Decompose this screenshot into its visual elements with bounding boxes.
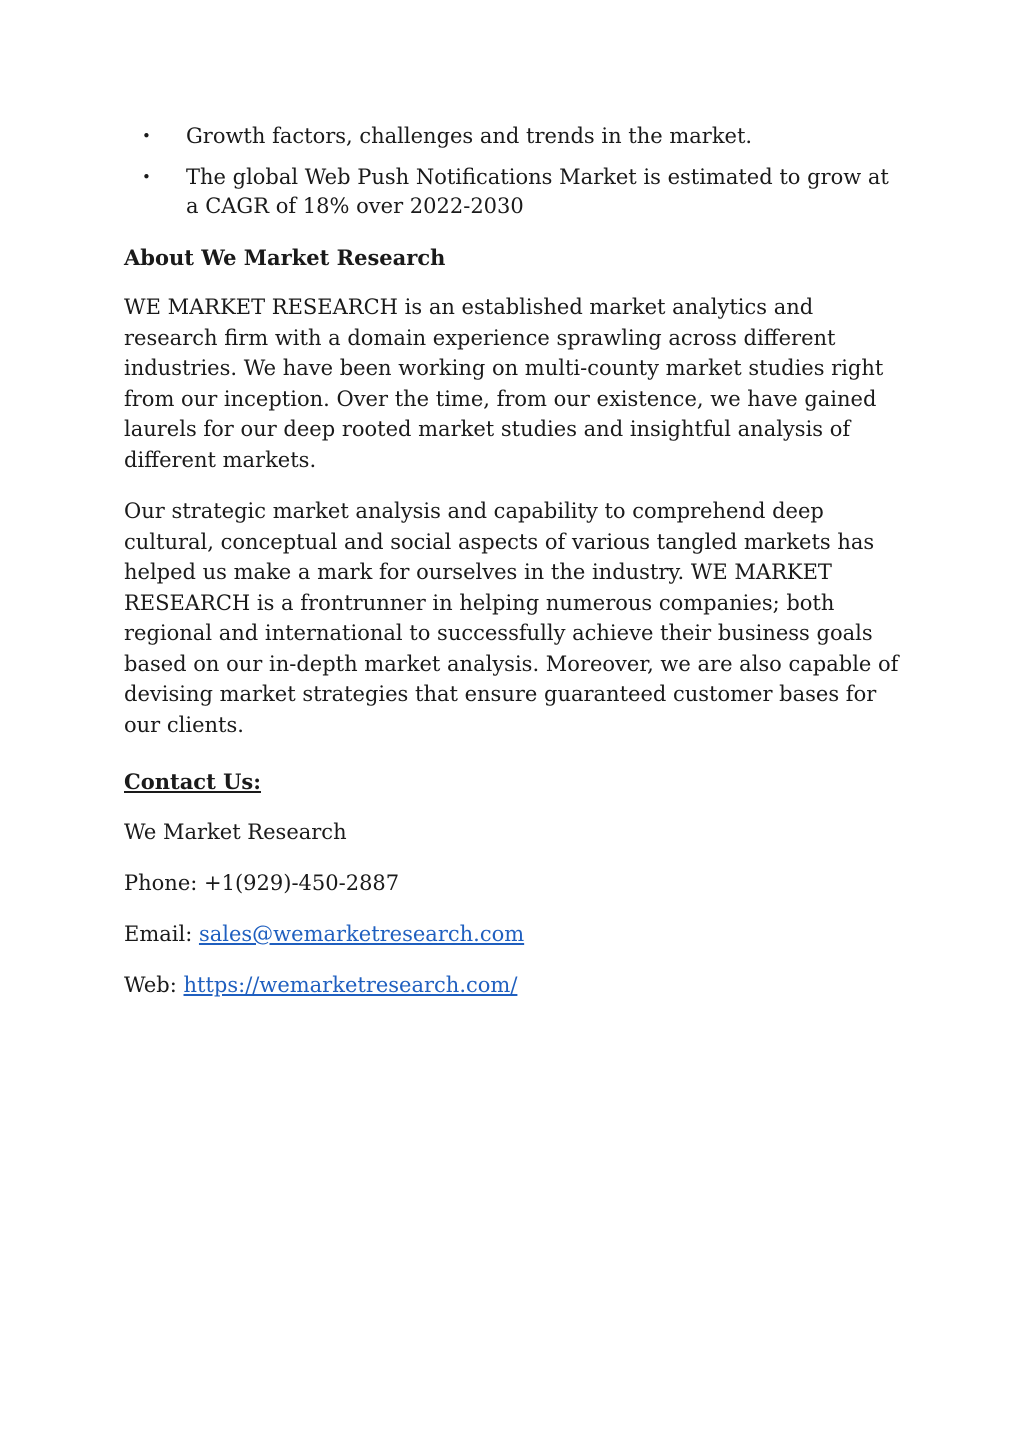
- contact-heading: Contact Us:: [124, 769, 261, 794]
- contact-phone-line: [124, 869, 904, 898]
- website-link[interactable]: https://wemarketresearch.com/: [183, 973, 518, 997]
- bullet-marker: •: [142, 127, 151, 145]
- list-item-text: The global Web Push Notifications Market is estimated to grow at a CAGR of 18% over 2022-2030: [186, 165, 889, 218]
- phone-label: Phone:: [124, 871, 205, 895]
- contact-web-line: [124, 971, 904, 1000]
- list-item: [124, 122, 904, 151]
- about-paragraph-1: WE MARKET RESEARCH is an established market analytics and research firm with a domain experience sprawling across different industries. We have been working on multi-county market studies right from our inception. Over the time, from our existence, we have gained laurels for our deep rooted market studies and insightful analysis of different markets.: [124, 295, 884, 472]
- bullet-list: [124, 122, 904, 221]
- phone-number: +1(929)-450-2887: [204, 871, 400, 895]
- document-page: [124, 122, 904, 1022]
- list-item-text: Growth factors, challenges and trends in the market.: [186, 124, 753, 148]
- contact-company: We Market Research: [124, 820, 347, 844]
- bullet-marker: •: [142, 168, 151, 186]
- list-item: [124, 163, 904, 221]
- about-heading: About We Market Research: [124, 245, 446, 270]
- email-label: Email:: [124, 922, 199, 946]
- email-link[interactable]: sales@wemarketresearch.com: [198, 922, 525, 946]
- about-paragraph-2: Our strategic market analysis and capability to comprehend deep cultural, conceptual and social aspects of various tangled markets has helped us make a mark for ourselves in the industry. WE MARKET RESEARCH is a frontrunner in helping numerous companies; both regional and international to successfully achieve their business goals based on our in-depth market analysis. Moreover, we are also capable of devising market strategies that ensure guaranteed customer bases for our clients.: [124, 499, 899, 737]
- contact-email-line: [124, 920, 904, 949]
- web-label: Web:: [124, 973, 184, 997]
